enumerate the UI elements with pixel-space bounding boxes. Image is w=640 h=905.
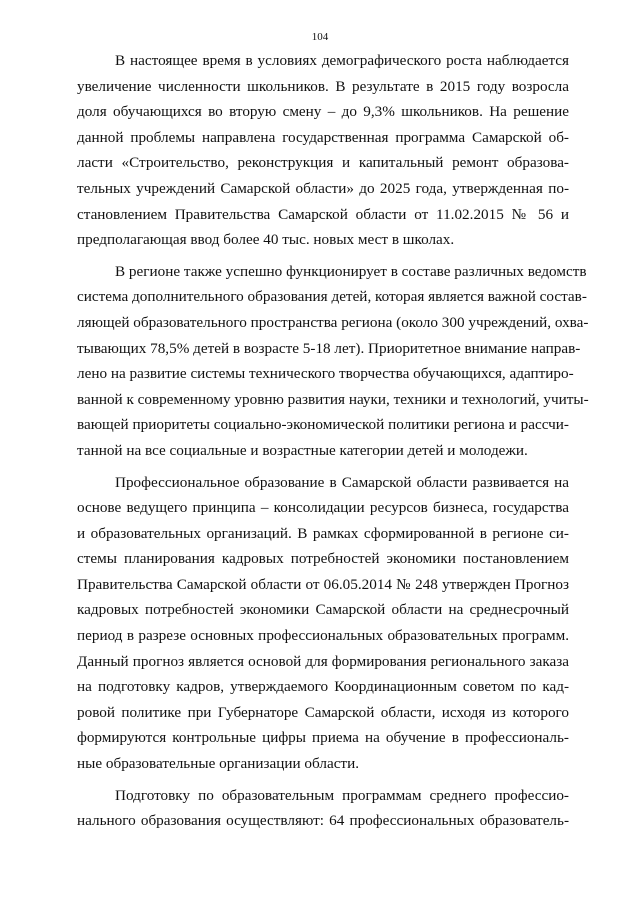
text-line: тывающих 78,5% детей в возрасте 5-18 лет). Приоритетное внимание направ- — [77, 339, 581, 357]
text-line: кадровых потребностей экономики Самарской области на среднесрочный — [77, 601, 569, 619]
text-line: система дополнительного образования детей, которая является важной состав- — [77, 288, 587, 306]
text-line: ласти «Строительство, реконструкция и капитальный ремонт образова- — [77, 154, 569, 172]
text-line: ляющей образовательного пространства региона (около 300 учреждений, охва- — [77, 313, 589, 331]
text-line: увеличение численности школьников. В результате в 2015 году возросла — [77, 77, 569, 95]
text-line: В настоящее время в условиях демографического роста наблюдается — [115, 52, 569, 69]
text-line: формируются контрольные цифры приема на обучение в профессиональ- — [77, 729, 569, 747]
text-line: данной проблемы направлена государственная программа Самарской об- — [77, 128, 569, 146]
text-line: период в разрезе основных профессиональных образовательных программ. — [77, 627, 569, 645]
text-line: на подготовку кадров, утверждаемого Координационным советом по кад- — [77, 678, 569, 696]
text-line: танной на все социальные и возрастные категории детей и молодежи. — [77, 441, 528, 459]
text-line: нального образования осуществляют: 64 профессиональных образователь- — [77, 812, 569, 830]
text-line: Данный прогноз является основой для формирования регионального заказа — [77, 652, 569, 670]
text-line: тельных учреждений Самарской области» до 2025 года, утвержденная по- — [77, 179, 569, 197]
text-line: Профессиональное образование в Самарской области развивается на — [115, 473, 569, 491]
text-line: основе ведущего принципа – консолидации ресурсов бизнеса, государства — [77, 499, 569, 517]
text-line: предполагающая ввод более 40 тыс. новых мест в школах. — [77, 231, 455, 249]
page-number: 104 — [311, 31, 329, 43]
paragraph-2 — [77, 259, 589, 464]
text-line: и образовательных организаций. В рамках сформированной в регионе си- — [77, 524, 569, 542]
text-line: доля обучающихся во вторую смену – до 9,3% школьников. На решение — [77, 103, 569, 121]
paragraph-1 — [77, 48, 569, 253]
text-line: лено на развитие системы технического творчества обучающихся, адаптиро- — [77, 365, 574, 383]
text-line: вающей приоритеты социально-экономической политики региона и рассчи- — [77, 416, 569, 434]
paragraph-4 — [77, 783, 569, 834]
text-line: ванной к современному уровню развития науки, техники и технологий, учиты- — [77, 390, 589, 408]
text-line: стемы планирования кадровых потребностей экономики постановлением — [77, 550, 569, 568]
text-line: Подготовку по образовательным программам среднего профессио- — [115, 786, 569, 804]
text-line: ровой политике при Губернаторе Самарской области, исходя из которого — [77, 703, 569, 721]
paragraph-3 — [77, 470, 569, 777]
text-line: Правительства Самарской области от 06.05.2014 № 248 утвержден Прогноз — [77, 575, 569, 593]
text-line: ные образовательные организации области. — [77, 755, 359, 773]
document-body — [77, 48, 589, 834]
text-line: В регионе также успешно функционирует в составе различных ведомств — [115, 262, 587, 280]
text-line: становлением Правительства Самарской области от 11.02.2015 № 56 и — [77, 205, 569, 223]
